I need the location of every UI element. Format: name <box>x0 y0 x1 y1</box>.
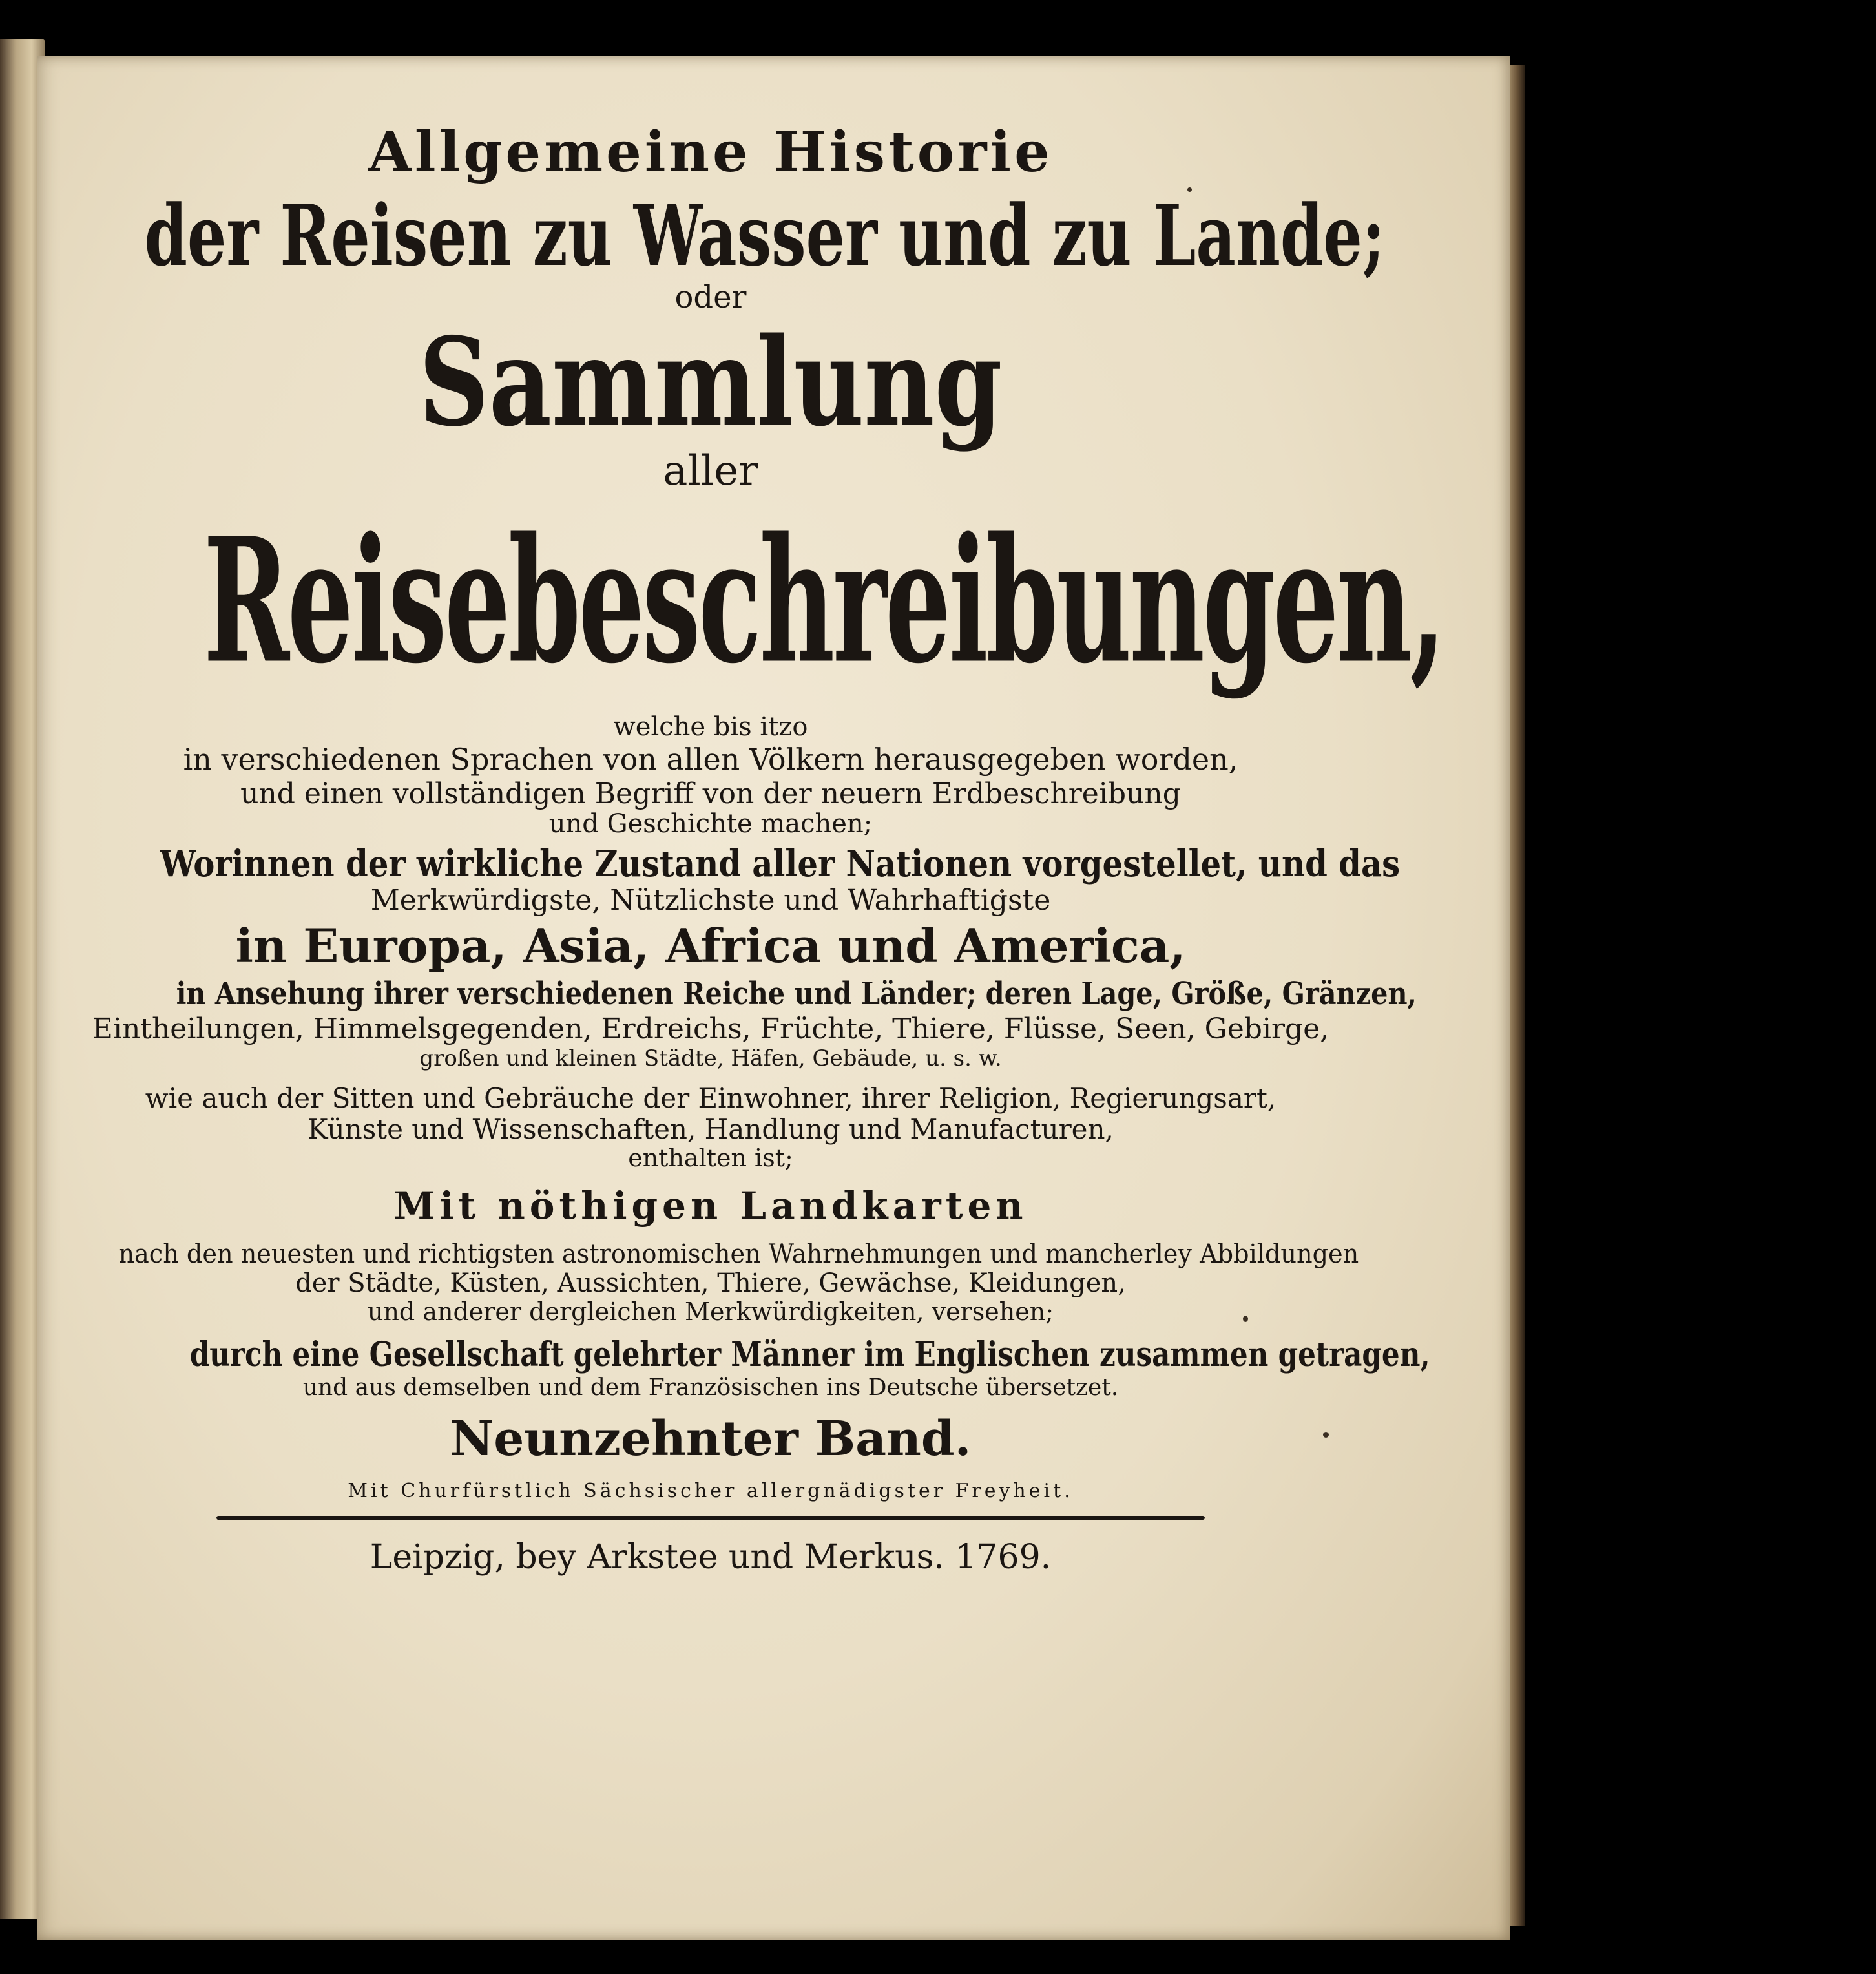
title-line-oder: oder <box>674 279 747 316</box>
title-line-der-reisen: der Reisen zu Wasser und zu Lande; <box>144 185 1385 286</box>
title-line-allgemeine-historie: Allgemeine Historie <box>368 120 1053 185</box>
subtitle-line-gesellschaft: durch eine Gesellschaft gelehrter Männer im Englischen zusammen getragen, <box>189 1334 1430 1374</box>
title-line-aller: aller <box>663 447 758 496</box>
subtitle-line-ansehung: in Ansehung ihrer verschiedenen Reiche und Länder; deren Lage, Größe, Gränzen, <box>176 976 1417 1013</box>
subtitle-line-welche: welche bis itzo <box>613 711 808 742</box>
imprint-divider-rule <box>216 1516 1205 1520</box>
subtitle-line-kuesten: der Städte, Küsten, Aussichten, Thiere, Gewächse, Kleidungen, <box>295 1268 1126 1298</box>
title-line-reisebeschreibungen: Reisebeschreibungen, <box>203 501 1444 702</box>
volume-label: Neunzehnter Band. <box>450 1411 972 1467</box>
subtitle-line-wahrnehmungen: nach den neuesten und richtigsten astronomischen Wahrnehmungen und mancherley Abbildungen <box>118 1239 1359 1269</box>
title-line-sammlung: Sammlung <box>419 311 1003 454</box>
subtitle-line-eintheilungen: Eintheilungen, Himmelsgegenden, Erdreichs, Früchte, Thiere, Flüsse, Seen, Gebirge, <box>92 1012 1329 1045</box>
subtitle-line-landkarten: Mit nöthigen Landkarten <box>393 1183 1028 1228</box>
subtitle-line-erdbeschreibung: und einen vollständigen Begriff von der neuern Erdbeschreibung <box>240 777 1181 810</box>
privilege-line: Mit Churfürstlich Sächsischer allergnädigster Freyheit. <box>348 1479 1074 1502</box>
subtitle-line-geschichte: und Geschichte machen; <box>548 809 873 839</box>
subtitle-line-sitten: wie auch der Sitten und Gebräuche der Einwohner, ihrer Religion, Regierungsart, <box>145 1082 1277 1115</box>
subtitle-line-sprachen: in verschiedenen Sprachen von allen Völkern herausgegeben worden, <box>183 741 1238 777</box>
subtitle-line-versehen: und anderer dergleichen Merkwürdigkeiten, versehen; <box>367 1297 1054 1326</box>
subtitle-line-continents: in Europa, Asia, Africa und America, <box>235 918 1186 974</box>
subtitle-line-uebersetzet: und aus demselben und dem Französischen ins Deutsche übersetzet. <box>302 1374 1119 1402</box>
subtitle-line-kuenste: Künste und Wissenschaften, Handlung und Manufacturen, <box>307 1113 1114 1145</box>
title-page-text <box>90 120 1444 1577</box>
subtitle-line-staedte: großen und kleinen Städte, Häfen, Gebäude, u. s. w. <box>419 1045 1002 1072</box>
subtitle-line-worinnen: Worinnen der wirkliche Zustand aller Nationen vorgestellet, und das <box>160 843 1401 886</box>
subtitle-line-enthalten: enthalten ist; <box>628 1143 793 1172</box>
imprint-line: Leipzig, bey Arkstee und Merkus. 1769. <box>370 1538 1052 1577</box>
subtitle-line-merkwuerdigste: Merkwürdigste, Nützlichste und Wahrhaftigste <box>370 883 1051 917</box>
